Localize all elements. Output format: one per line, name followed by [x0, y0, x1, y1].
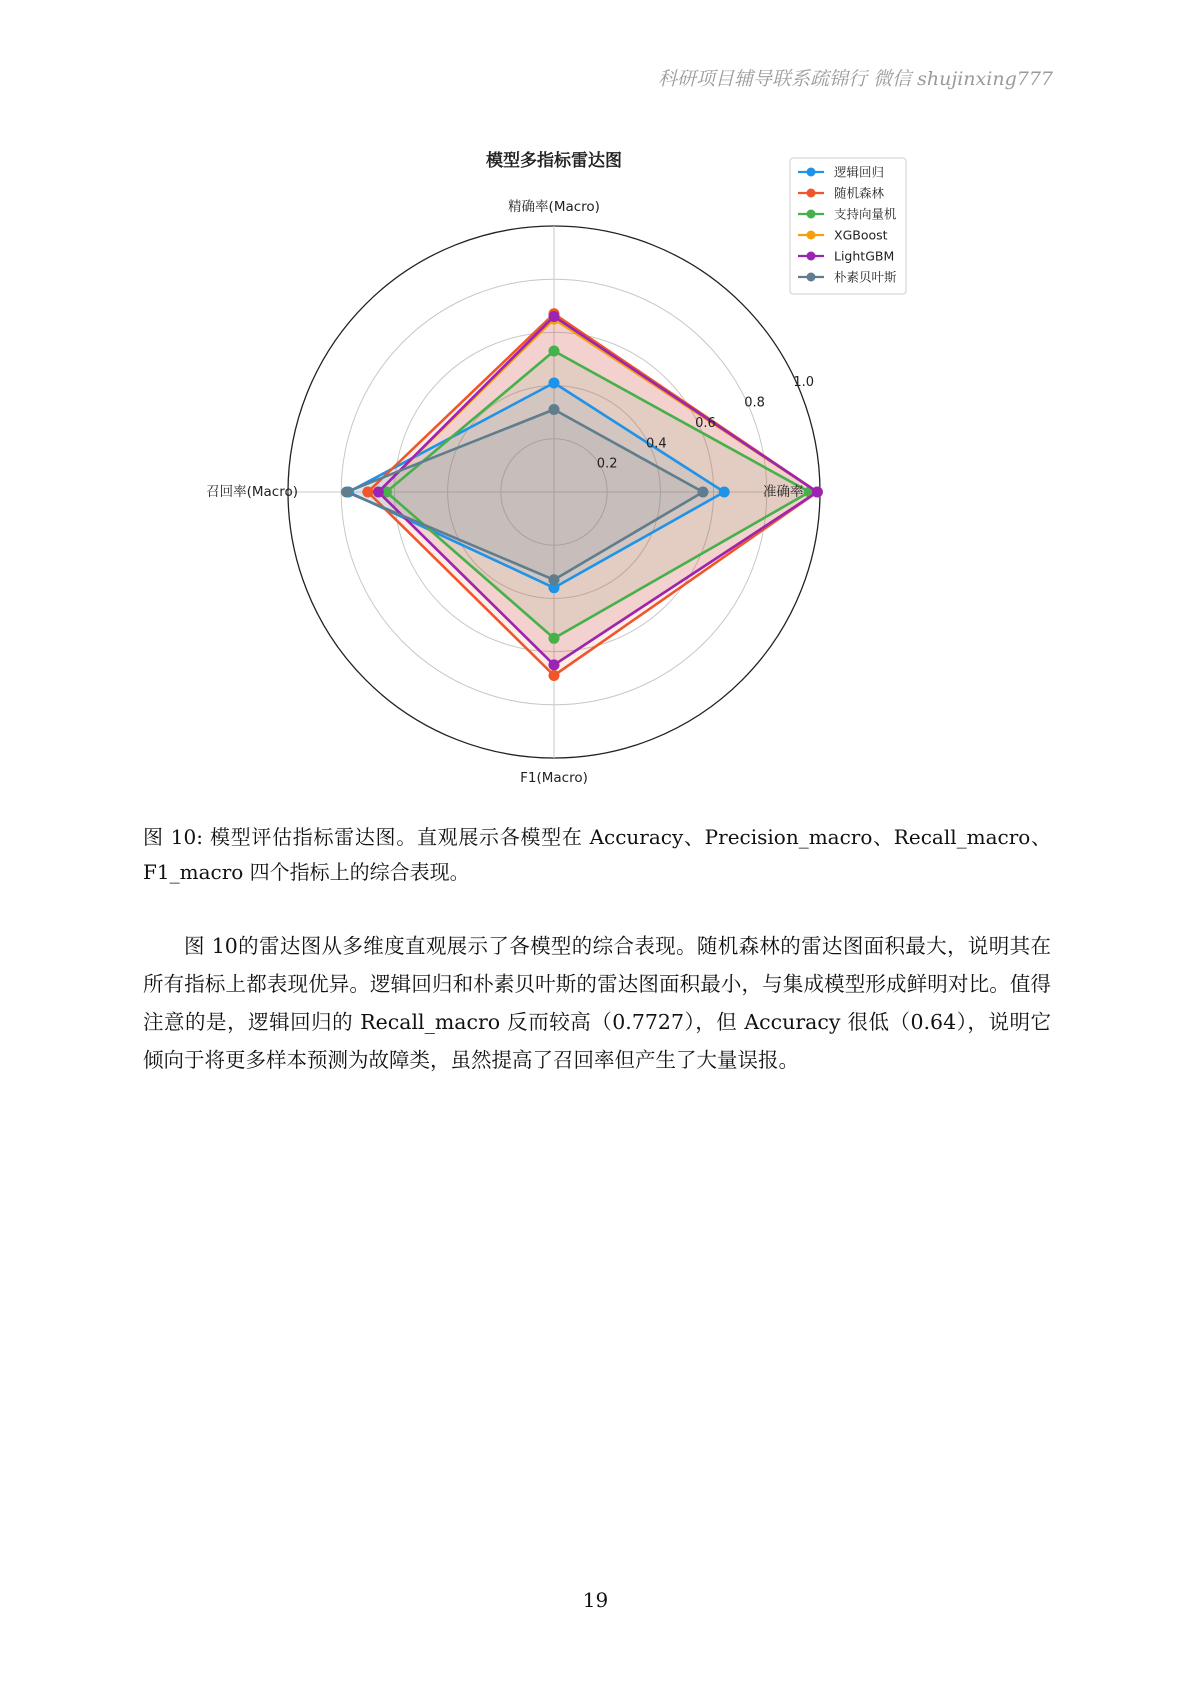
legend-label: 朴素贝叶斯 — [834, 269, 897, 285]
data-point — [697, 487, 708, 498]
legend-marker — [807, 210, 816, 219]
chart-title: 模型多指标雷达图 — [486, 151, 622, 171]
data-point — [812, 487, 823, 498]
radial-tick-label: 1.0 — [793, 375, 815, 391]
radial-tick-label: 0.6 — [695, 415, 716, 431]
legend-label: 逻辑回归 — [834, 164, 885, 180]
axis-label-f1: F1(Macro) — [520, 770, 588, 786]
radial-tick-label: 0.4 — [645, 436, 667, 452]
page-number: 19 — [582, 1588, 609, 1612]
legend-marker — [807, 168, 816, 177]
legend-marker — [807, 189, 816, 198]
axis-label-precision: 精确率(Macro) — [508, 199, 600, 215]
data-point — [549, 633, 560, 644]
legend-label: 随机森林 — [834, 185, 885, 201]
data-point — [362, 487, 373, 498]
legend-label: XGBoost — [834, 227, 888, 243]
legend-label: LightGBM — [834, 248, 895, 264]
data-point — [549, 404, 560, 415]
data-point — [549, 377, 560, 388]
data-point — [719, 487, 730, 498]
legend-marker — [807, 252, 816, 261]
data-point — [549, 670, 560, 681]
page-header-watermark: 科研项目辅导联系疏锦行 微信 shujinxing777 — [658, 68, 1053, 90]
data-point — [341, 487, 352, 498]
legend-label: 支持向量机 — [834, 206, 897, 222]
legend-marker — [807, 231, 816, 240]
body-paragraph: 图 10的雷达图从多维度直观展示了各模型的综合表现。随机森林的雷达图面积最大，说明其在所有指标上都表现优异。逻辑回归和朴素贝叶斯的雷达图面积最小，与集成模型形成鲜明对比。值得注意的是，逻辑回归的 Recall_macro 反而较高（0.7727），但 Accuracy 很低（0.64），说明它倾向于将更多样本预测为故障类，虽然提高了召回率但产生了大量误报。 — [143, 934, 1051, 1072]
figure-caption: 图 10: 模型评估指标雷达图。直观展示各模型在 Accuracy、Precision_macro、Recall_macro、F1_macro 四个指标上的综合表现。 — [143, 825, 1051, 884]
legend-marker — [807, 273, 816, 282]
axis-label-recall: 召回率(Macro) — [206, 484, 298, 500]
axis-label-accuracy: 准确率 — [763, 484, 804, 500]
radial-tick-label: 0.8 — [744, 395, 765, 411]
data-point — [373, 487, 384, 498]
data-point — [549, 346, 560, 357]
data-point — [549, 659, 560, 670]
radar-chart — [200, 138, 1000, 798]
data-point — [549, 311, 560, 322]
radar-series-group — [341, 308, 823, 681]
data-point — [549, 574, 560, 585]
radial-tick-label: 0.2 — [596, 456, 618, 472]
chart-legend — [790, 158, 906, 294]
